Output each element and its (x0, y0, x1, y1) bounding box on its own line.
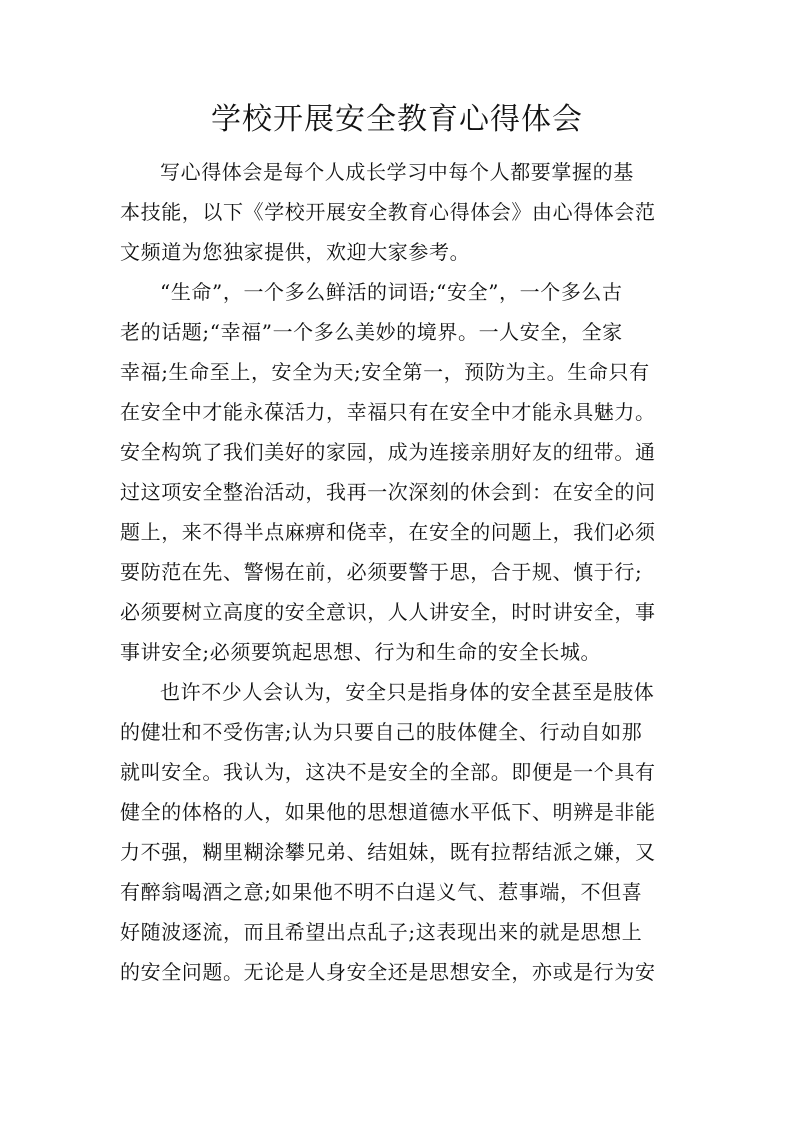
text-line: 写心得体会是每个人成长学习中每个人都要掌握的基 (160, 160, 634, 184)
text-line: 必须要树立高度的安全意识，人人讲安全，时时讲安全，事 (120, 600, 656, 624)
text-line: 要防范在先、警惕在前，必须要警于思，合于规、慎于行; (120, 560, 643, 584)
text-line: 就叫安全。我认为，这决不是安全的全部。即便是一个具有 (120, 760, 656, 784)
text-line: 力不强，糊里糊涂攀兄弟、结姐妹，既有拉帮结派之嫌，又 (120, 840, 656, 864)
text-line: 的健壮和不受伤害;认为只要自己的肢体健全、行动自如那 (120, 720, 643, 744)
text-line: 有醉翁喝酒之意;如果他不明不白逞义气、惹事端，不但喜 (120, 880, 643, 904)
text-line: 过这项安全整治活动，我再一次深刻的休会到：在安全的问 (120, 480, 656, 504)
text-line: 在安全中才能永葆活力，幸福只有在安全中才能永具魅力。 (120, 400, 656, 424)
document-body (120, 152, 680, 992)
text-line: 老的话题;“幸福”一个多么美妙的境界。一人安全，全家 (120, 320, 623, 344)
text-line: 文频道为您独家提供，欢迎大家参考。 (120, 240, 471, 264)
text-line: “生命”，一个多么鲜活的词语;“安全”，一个多么古 (160, 280, 623, 304)
text-line: 本技能，以下《学校开展安全教育心得体会》由心得体会范 (120, 200, 656, 224)
text-line: 也许不少人会认为，安全只是指身体的安全甚至是肢体 (160, 680, 655, 704)
text-line: 事讲安全;必须要筑起思想、行为和生命的安全长城。 (120, 640, 602, 664)
paragraph-life-safety (120, 272, 680, 672)
text-line: 题上，来不得半点麻痹和侥幸，在安全的问题上，我们必须 (120, 520, 656, 544)
text-line: 好随波逐流，而且希望出点乱子;这表现出来的就是思想上 (120, 920, 643, 944)
page-title: 学校开展安全教育心得体会 (211, 102, 583, 137)
paragraph-intro (120, 152, 680, 272)
text-line: 幸福;生命至上，安全为天;安全第一，预防为主。生命只有 (120, 360, 650, 384)
text-line: 的安全问题。无论是人身安全还是思想安全，亦或是行为安 (120, 960, 656, 984)
text-line: 安全构筑了我们美好的家园，成为连接亲朋好友的纽带。通 (120, 440, 656, 464)
text-line: 健全的体格的人，如果他的思想道德水平低下、明辨是非能 (120, 800, 656, 824)
paragraph-thought-safety (120, 672, 680, 992)
